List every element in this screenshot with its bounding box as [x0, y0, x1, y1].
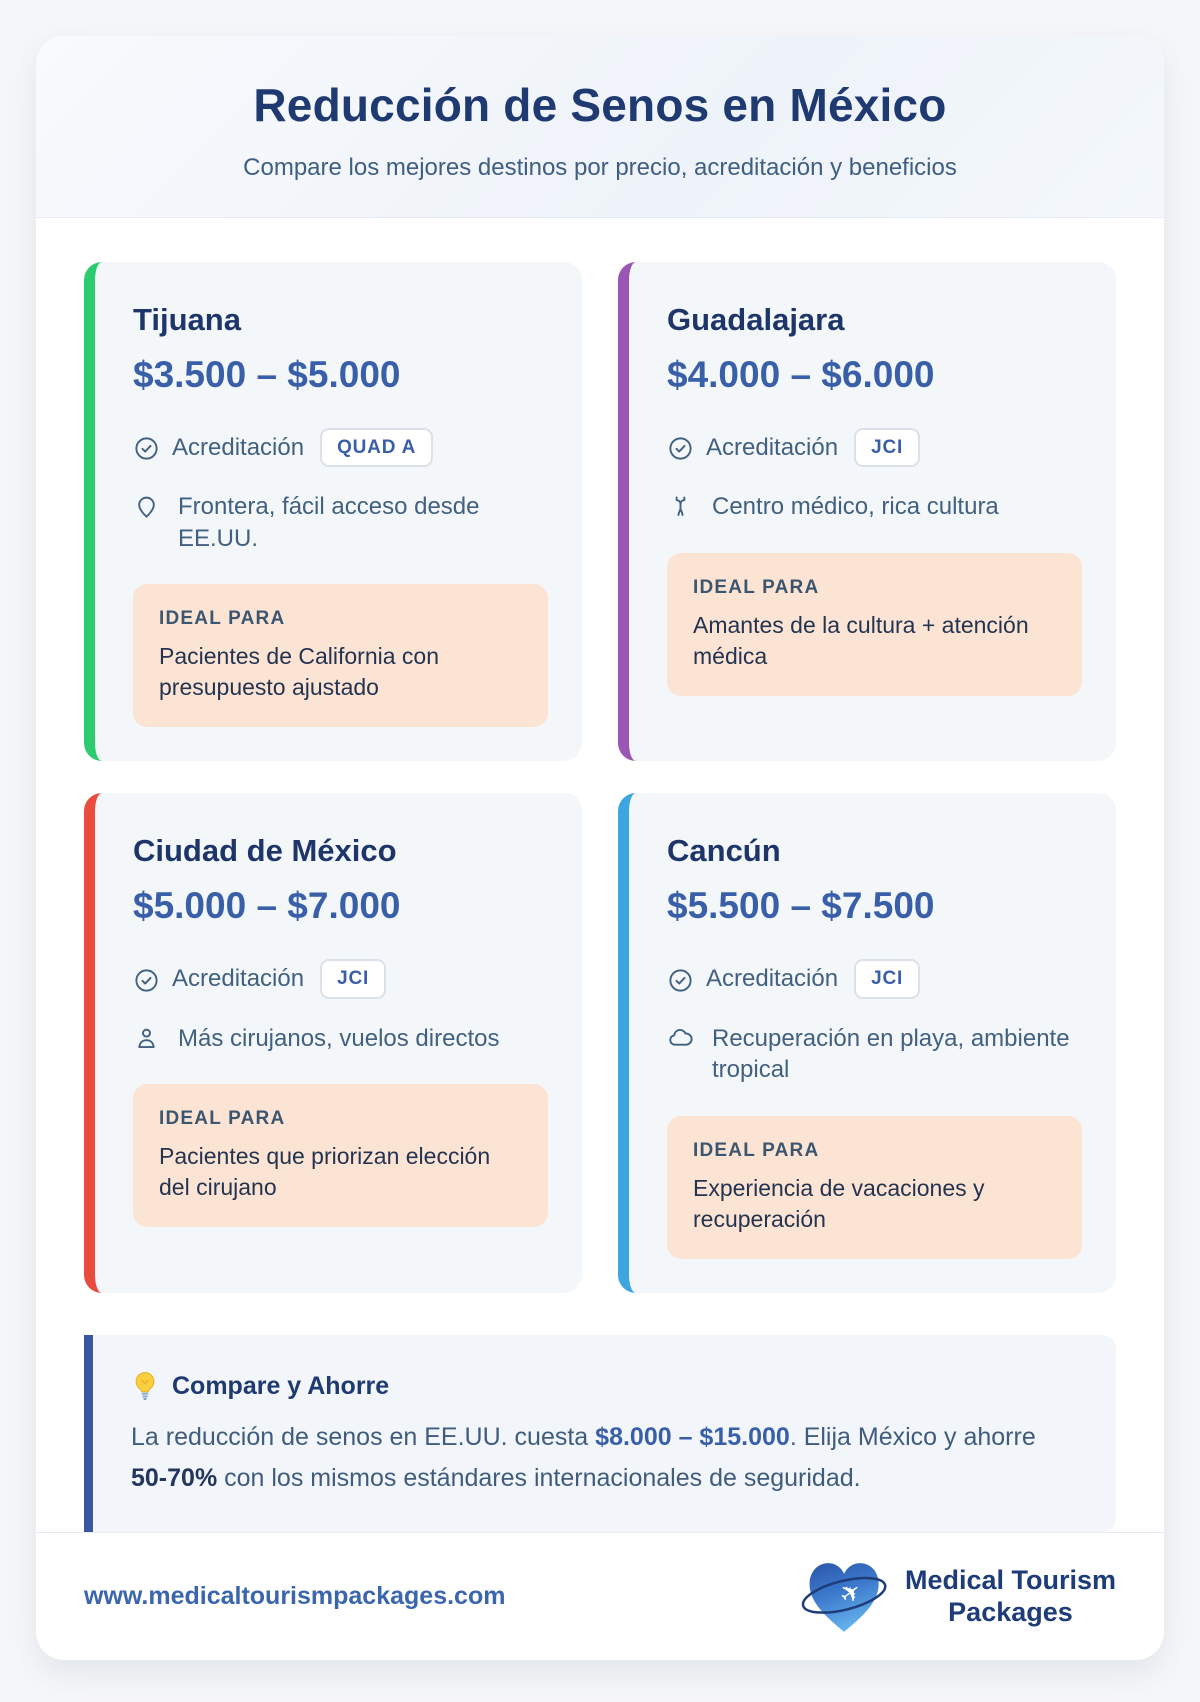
accreditation-row	[667, 959, 1082, 998]
map-pin-icon	[133, 493, 160, 520]
compare-text-2: . Elija México y ahorre	[789, 1423, 1036, 1451]
surgeon-icon	[133, 1025, 160, 1052]
ideal-para-box	[667, 1116, 1082, 1259]
feature-row	[133, 491, 548, 554]
ideal-para-box	[133, 1084, 548, 1227]
feature-text: Frontera, fácil acceso desde EE.UU.	[178, 493, 480, 552]
price-range: $4.000 – $6.000	[667, 353, 935, 395]
ideal-para-label: IDEAL PARA	[159, 1108, 286, 1130]
destination-card-cdmx	[84, 793, 582, 1293]
brand-name	[905, 1565, 1116, 1628]
accreditation-badge: QUAD A	[320, 428, 433, 467]
accreditation-label: Acreditación	[706, 965, 839, 993]
cloud-icon	[667, 1025, 694, 1052]
brand-line-1: Medical Tourism	[904, 1565, 1116, 1596]
savings-percent: 50-70%	[131, 1463, 218, 1492]
accreditation-label: Acreditación	[706, 433, 839, 461]
check-circle-icon	[667, 435, 694, 462]
city-name: Ciudad de México	[133, 833, 397, 869]
compare-title: Compare y Ahorre	[172, 1371, 390, 1400]
ideal-para-text: Amantes de la cultura + atención médica	[693, 611, 1029, 669]
ideal-para-box	[133, 584, 548, 727]
ideal-para-label: IDEAL PARA	[693, 576, 820, 598]
footer	[36, 1532, 1164, 1660]
ideal-para-label: IDEAL PARA	[159, 608, 286, 630]
compare-body	[131, 1417, 1076, 1498]
compare-text-3: con los mismos estándares internacionales de seguridad.	[217, 1463, 861, 1492]
destinations-section	[36, 218, 1164, 1293]
feature-row	[667, 491, 1082, 523]
ideal-para-label: IDEAL PARA	[693, 1139, 820, 1161]
check-circle-icon	[133, 967, 160, 994]
ideal-para-box	[667, 553, 1082, 696]
feature-text: Recuperación en playa, ambiente tropical	[712, 1024, 1070, 1084]
feature-text: Centro médico, rica cultura	[712, 493, 999, 521]
check-circle-icon	[667, 967, 694, 994]
compare-save-callout	[84, 1335, 1116, 1532]
brand-logo	[799, 1555, 1116, 1639]
feature-row	[133, 1023, 548, 1055]
check-circle-icon	[133, 435, 160, 462]
ideal-para-text: Pacientes de California con presupuesto ajustado	[159, 643, 439, 701]
website-url-link[interactable]: www.medicaltourismpackages.com	[84, 1582, 506, 1610]
price-range: $5.000 – $7.000	[133, 885, 401, 927]
feature-row	[667, 1023, 1082, 1086]
svg-text:✈: ✈	[833, 1574, 868, 1611]
accreditation-label: Acreditación	[172, 433, 305, 461]
price-range: $3.500 – $5.000	[133, 353, 401, 395]
accreditation-row	[133, 428, 548, 467]
page-title: Reducción de Senos en México	[253, 79, 947, 132]
ideal-para-text: Pacientes que priorizan elección del cirujano	[159, 1143, 491, 1201]
destination-card-cancun	[618, 793, 1116, 1293]
price-range: $5.500 – $7.500	[667, 885, 935, 927]
lightbulb-icon	[131, 1371, 159, 1401]
accreditation-badge: JCI	[854, 959, 920, 998]
accreditation-badge: JCI	[854, 428, 920, 467]
feature-text: Más cirujanos, vuelos directos	[178, 1024, 500, 1052]
compare-text-1: La reducción de senos en EE.UU. cuesta	[131, 1423, 596, 1451]
heart-plane-logo-icon	[799, 1555, 895, 1639]
destinations-grid	[84, 262, 1116, 1293]
accreditation-badge: JCI	[320, 959, 386, 998]
city-name: Cancún	[667, 833, 781, 869]
header	[36, 36, 1164, 218]
infographic-panel	[36, 36, 1164, 1660]
us-price-range: $8.000 – $15.000	[595, 1423, 790, 1451]
destination-card-guadalajara	[618, 262, 1116, 762]
city-name: Tijuana	[133, 301, 241, 337]
accreditation-row	[133, 959, 548, 998]
compare-title-row	[131, 1371, 1076, 1401]
page-subtitle: Compare los mejores destinos por precio, acreditación y beneficios	[243, 154, 957, 182]
accreditation-label: Acreditación	[172, 965, 305, 993]
ideal-para-text: Experiencia de vacaciones y recuperación	[693, 1174, 985, 1232]
destination-card-tijuana	[84, 262, 582, 762]
city-name: Guadalajara	[667, 301, 845, 337]
brand-line-2: Packages	[948, 1596, 1073, 1627]
junction-icon	[667, 493, 694, 520]
accreditation-row	[667, 428, 1082, 467]
